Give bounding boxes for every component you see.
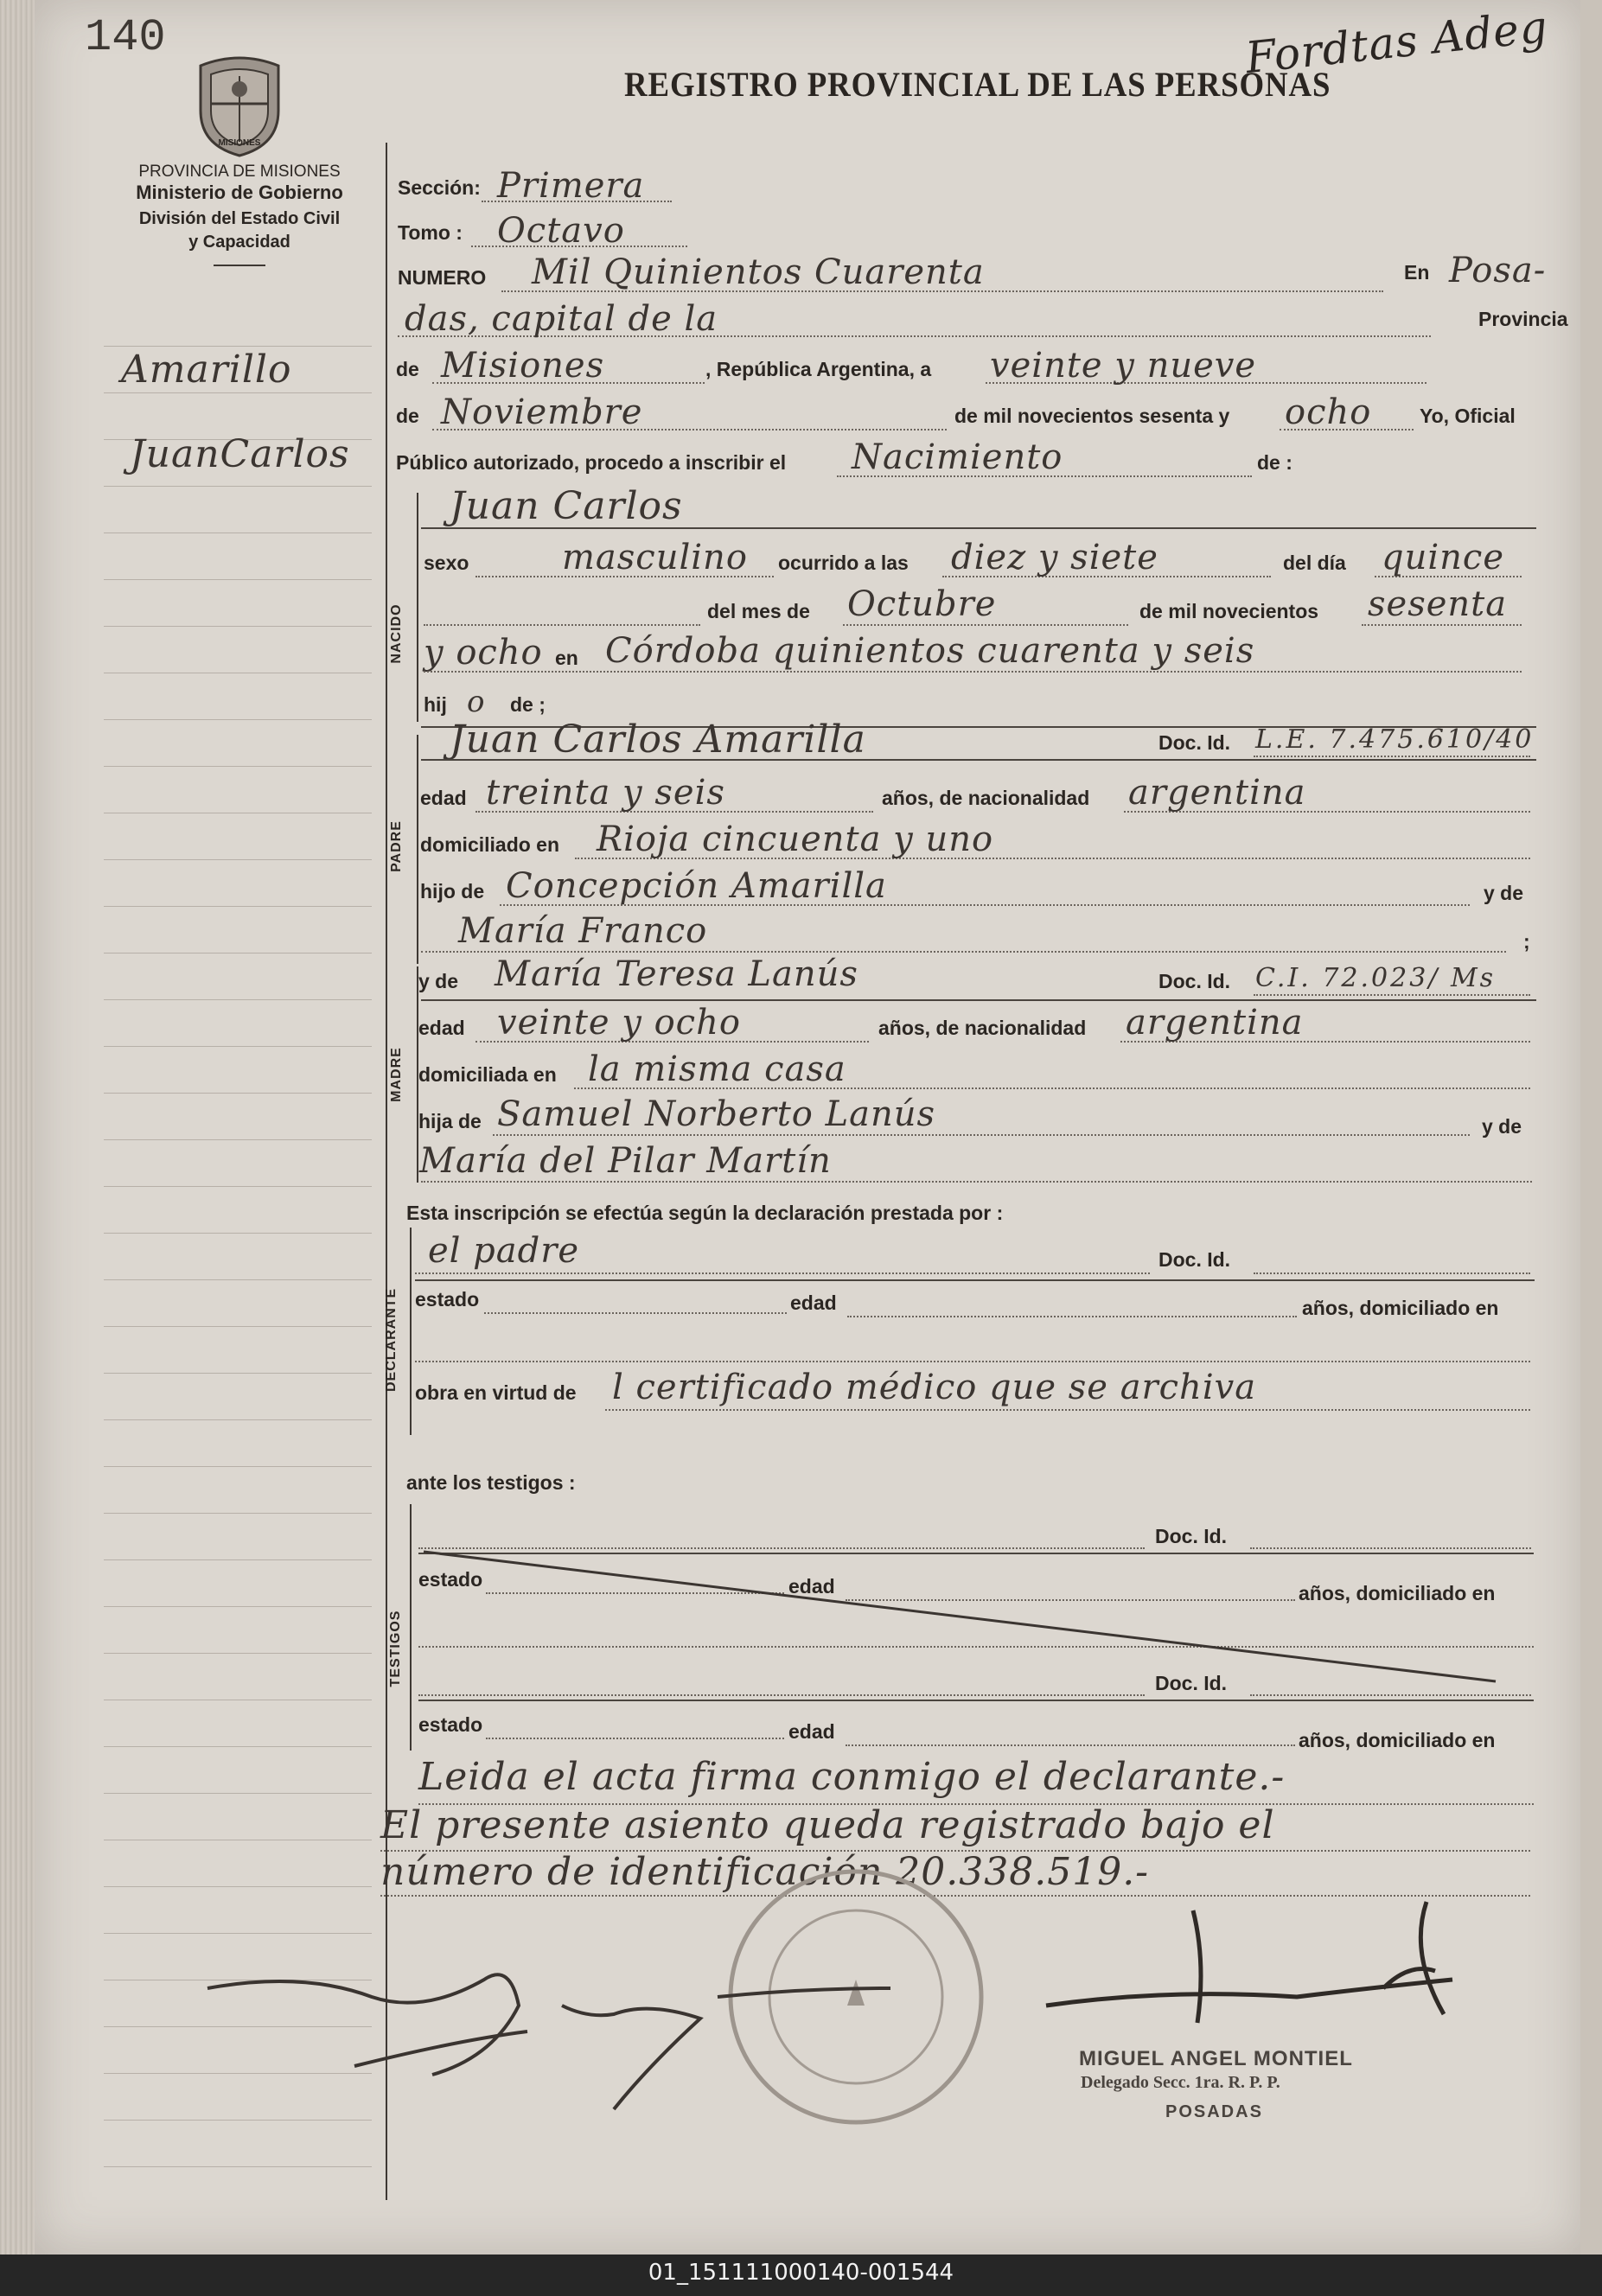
entry-padre-edad: treinta y seis bbox=[486, 773, 725, 813]
label-padre-nac: años, de nacionalidad bbox=[882, 787, 1090, 809]
entry-dia-fecha: veinte y nueve bbox=[990, 346, 1257, 386]
label-test2-edad: edad bbox=[788, 1720, 835, 1743]
label-en: En bbox=[1404, 261, 1430, 284]
entry-anio-nac: sesenta bbox=[1368, 584, 1508, 624]
entry-provincia: Misiones bbox=[441, 346, 605, 386]
line-padre-nombre bbox=[421, 759, 1536, 761]
binding-edge bbox=[1580, 0, 1602, 2255]
margin-rule bbox=[104, 1093, 372, 1094]
line-test2-estado bbox=[486, 1738, 784, 1739]
seal-text: MISIONES bbox=[218, 138, 261, 148]
top-signature: Fordtas Adeg bbox=[1242, 1, 1551, 84]
line-anio-nac bbox=[1362, 624, 1522, 626]
label-madre-dom: domiciliada en bbox=[418, 1063, 557, 1086]
entry-madre-edad: veinte y ocho bbox=[497, 1003, 741, 1043]
entry-nombre: Juan Carlos bbox=[450, 484, 683, 528]
label-de-mil: de mil novecientos sesenta y bbox=[954, 405, 1230, 427]
ministry-line-3: División del Estado Civil bbox=[138, 209, 341, 228]
label-de-2: de bbox=[396, 405, 419, 427]
label-del-mes: del mes de bbox=[707, 600, 810, 622]
entry-padre-nac: argentina bbox=[1128, 773, 1306, 813]
line-decl-dom bbox=[415, 1361, 1530, 1362]
line-madre-y-de bbox=[421, 1181, 1532, 1183]
entry-padre-y-de: María Franco bbox=[458, 911, 708, 951]
entry-seccion: Primera bbox=[497, 166, 645, 206]
label-hij: hij bbox=[424, 693, 447, 716]
side-label-declarante: DECLARANTE bbox=[384, 1287, 399, 1392]
margin-rule bbox=[104, 1046, 372, 1047]
label-madre-doc: Doc. Id. bbox=[1158, 970, 1231, 992]
provincial-seal-icon bbox=[192, 50, 287, 157]
margin-rule bbox=[104, 626, 372, 627]
label-test1-anos-dom: años, domiciliado en bbox=[1299, 1582, 1496, 1604]
margin-rule bbox=[104, 579, 372, 580]
label-padre-dom: domiciliado en bbox=[420, 833, 560, 856]
label-madre-edad: edad bbox=[418, 1017, 465, 1039]
label-decl-edad: edad bbox=[790, 1292, 837, 1314]
label-test1-edad: edad bbox=[788, 1575, 835, 1598]
entry-dia-nac: quince bbox=[1382, 538, 1504, 577]
declarante-bracket bbox=[410, 1228, 412, 1435]
entry-madre-hija-de: Samuel Norberto Lanús bbox=[497, 1094, 936, 1134]
label-de-colon: de : bbox=[1257, 451, 1292, 474]
label-en-lugar: en bbox=[555, 647, 578, 669]
label-sexo: sexo bbox=[424, 552, 469, 574]
margin-rule bbox=[104, 1326, 372, 1327]
margin-rule bbox=[104, 719, 372, 720]
label-de-semicolon: de ; bbox=[510, 693, 546, 716]
entry-acto: Nacimiento bbox=[852, 437, 1063, 477]
entry-padre-nombre: Juan Carlos Amarilla bbox=[450, 718, 866, 762]
ministry-line-2: Ministerio de Gobierno bbox=[136, 182, 343, 203]
label-decl-anos-dom: años, domiciliado en bbox=[1302, 1297, 1499, 1319]
label-de-mil-nov: de mil novecientos bbox=[1139, 600, 1319, 622]
label-test1-estado: estado bbox=[418, 1568, 483, 1591]
label-test2-anos-dom: años, domiciliado en bbox=[1299, 1729, 1496, 1751]
line-lugar-nac bbox=[424, 671, 1522, 673]
line-decl-edad bbox=[847, 1316, 1297, 1317]
margin-rule bbox=[104, 2166, 372, 2167]
entry-numero: Mil Quinientos Cuarenta bbox=[532, 252, 985, 292]
officer-title: Delegado Secc. 1ra. R. P. P. bbox=[1081, 2073, 1280, 2092]
entry-padre-doc: L.E. 7.475.610/40 bbox=[1255, 724, 1535, 755]
document-title: REGISTRO PROVINCIAL DE LAS PERSONAS bbox=[624, 65, 1331, 104]
officer-city: POSADAS bbox=[1165, 2102, 1263, 2121]
testigos-strike-line bbox=[415, 1547, 1539, 1694]
entry-padre-dom: Rioja cincuenta y uno bbox=[597, 820, 994, 859]
margin-rule bbox=[104, 1233, 372, 1234]
label-numero: NUMERO bbox=[398, 266, 487, 289]
label-obra: obra en virtud de bbox=[415, 1381, 577, 1404]
margin-rule bbox=[104, 766, 372, 767]
line-madre-nombre bbox=[421, 999, 1536, 1001]
margin-rule bbox=[104, 999, 372, 1000]
label-tomo: Tomo : bbox=[398, 221, 463, 244]
entry-mes-fecha: Noviembre bbox=[441, 392, 643, 432]
label-seccion: Sección: bbox=[398, 176, 481, 199]
margin-rule bbox=[104, 1139, 372, 1140]
entry-madre-nombre: María Teresa Lanús bbox=[495, 954, 858, 994]
margin-rule bbox=[104, 1933, 372, 1934]
line-decl-estado bbox=[484, 1312, 787, 1314]
line-decl-sep bbox=[415, 1279, 1535, 1281]
nacido-bracket bbox=[417, 493, 418, 722]
margin-rule bbox=[104, 1886, 372, 1887]
side-label-testigos: TESTIGOS bbox=[388, 1610, 403, 1687]
entry-cierre-3: número de identificación 20.338.519.- bbox=[380, 1850, 1150, 1894]
entry-madre-doc: C.I. 72.023/ Ms bbox=[1255, 963, 1497, 993]
padre-bracket bbox=[417, 735, 418, 964]
entry-anio-nac-2: y ocho bbox=[424, 633, 543, 673]
entry-hora: diez y siete bbox=[951, 538, 1158, 577]
margin-rule bbox=[104, 346, 372, 347]
label-test2-estado: estado bbox=[418, 1713, 483, 1736]
label-test2-doc: Doc. Id. bbox=[1155, 1672, 1228, 1694]
folio-number: 140 bbox=[85, 12, 166, 63]
label-padre-y-de: y de bbox=[1484, 882, 1524, 904]
label-ante: ante los testigos : bbox=[406, 1471, 576, 1494]
side-label-madre: MADRE bbox=[389, 1047, 404, 1102]
margin-rule bbox=[104, 1279, 372, 1280]
officer-signature bbox=[1037, 1885, 1470, 2040]
entry-cierre-2: El presente asiento queda registrado bajo el bbox=[380, 1803, 1275, 1847]
line-padre-y-de bbox=[421, 951, 1506, 953]
entry-hij-suffix: o bbox=[467, 685, 486, 719]
line-padre-doc bbox=[1254, 756, 1530, 757]
entry-mes-nac: Octubre bbox=[847, 584, 997, 624]
label-yo-oficial: Yo, Oficial bbox=[1420, 405, 1516, 427]
label-ocurrido: ocurrido a las bbox=[778, 552, 909, 574]
label-decl-estado: estado bbox=[415, 1288, 480, 1311]
margin-rule bbox=[104, 1559, 372, 1560]
line-obra bbox=[605, 1409, 1530, 1411]
side-label-nacido: NACIDO bbox=[389, 603, 404, 664]
line-test2-sep bbox=[418, 1700, 1534, 1701]
margin-rule bbox=[104, 1513, 372, 1514]
entry-padre-hijo-de: Concepción Amarilla bbox=[506, 866, 887, 906]
entry-lugar-nac: Córdoba quinientos cuarenta y seis bbox=[605, 631, 1255, 671]
label-madre-hija-de: hija de bbox=[418, 1110, 482, 1132]
label-test1-doc: Doc. Id. bbox=[1155, 1525, 1228, 1547]
line-declarante bbox=[415, 1272, 1150, 1274]
entry-madre-y-de: María del Pilar Martín bbox=[419, 1141, 832, 1181]
line-madre-hija-de bbox=[493, 1134, 1470, 1136]
entry-anio: ocho bbox=[1285, 392, 1372, 432]
margin-rule bbox=[104, 906, 372, 907]
margin-rule bbox=[104, 1419, 372, 1420]
margin-rule bbox=[104, 1373, 372, 1374]
label-provincia: Provincia bbox=[1478, 308, 1568, 330]
label-publico: Público autorizado, procedo a inscribir el bbox=[396, 451, 787, 474]
margin-rule bbox=[104, 859, 372, 860]
margin-rule bbox=[104, 1793, 372, 1794]
ministry-divider bbox=[214, 265, 265, 266]
entry-lugar: das, capital de la bbox=[405, 299, 718, 339]
label-padre-edad: edad bbox=[420, 787, 467, 809]
scan-footer bbox=[0, 2255, 1602, 2296]
line-test2-name bbox=[418, 1694, 1145, 1696]
label-padre-doc: Doc. Id. bbox=[1158, 731, 1231, 754]
side-label-padre: PADRE bbox=[389, 820, 404, 872]
line-decl-doc bbox=[1254, 1272, 1530, 1274]
label-del-dia: del día bbox=[1283, 552, 1346, 574]
label-republica: , República Argentina, a bbox=[705, 358, 932, 380]
margin-surname: Amarillo bbox=[121, 348, 292, 392]
entry-declarante: el padre bbox=[428, 1231, 580, 1271]
label-semicolon: ; bbox=[1523, 930, 1530, 953]
entry-obra: l certificado médico que se archiva bbox=[612, 1368, 1257, 1407]
label-madre-y-de-2: y de bbox=[1482, 1115, 1522, 1138]
entry-en: Posa- bbox=[1449, 251, 1547, 290]
margin-rule bbox=[104, 486, 372, 487]
margin-given-names: JuanCarlos bbox=[130, 432, 350, 476]
entry-tomo: Octavo bbox=[497, 211, 625, 251]
entry-madre-dom: la misma casa bbox=[588, 1049, 846, 1089]
entry-madre-nac: argentina bbox=[1126, 1003, 1304, 1043]
line-madre-doc bbox=[1254, 994, 1530, 996]
margin-rule bbox=[104, 1606, 372, 1607]
ministry-line-4: y Capacidad bbox=[188, 233, 290, 252]
label-padre-hijo-de: hijo de bbox=[420, 880, 485, 902]
ministry-block bbox=[97, 163, 382, 266]
line-test2-doc bbox=[1250, 1694, 1531, 1696]
line-mes-nac bbox=[843, 624, 1128, 626]
footer-image-id: 01_151111000140-001544 bbox=[648, 2260, 954, 2286]
margin-rule bbox=[104, 1653, 372, 1654]
officer-name: MIGUEL ANGEL MONTIEL bbox=[1079, 2047, 1353, 2070]
margin-rule bbox=[104, 1186, 372, 1187]
margin-rule bbox=[104, 1746, 372, 1747]
label-de-1: de bbox=[396, 358, 419, 380]
label-decl-doc: Doc. Id. bbox=[1158, 1248, 1231, 1271]
label-madre-y-de: y de bbox=[418, 970, 459, 992]
label-esta-inscripcion: Esta inscripción se efectúa según la declaración prestada por : bbox=[406, 1202, 1004, 1224]
declarant-signature bbox=[199, 1936, 908, 2127]
testigos-bracket bbox=[410, 1504, 412, 1751]
line-pre-mes bbox=[424, 624, 700, 626]
ministry-line-1: PROVINCIA DE MISIONES bbox=[138, 163, 341, 181]
line-test2-edad bbox=[846, 1744, 1295, 1746]
margin-rule bbox=[104, 1466, 372, 1467]
entry-cierre-1: Leida el acta firma conmigo el declarante.- bbox=[418, 1755, 1286, 1799]
margin-rule bbox=[104, 392, 372, 393]
label-madre-nac: años, de nacionalidad bbox=[878, 1017, 1087, 1039]
entry-sexo: masculino bbox=[562, 538, 748, 577]
